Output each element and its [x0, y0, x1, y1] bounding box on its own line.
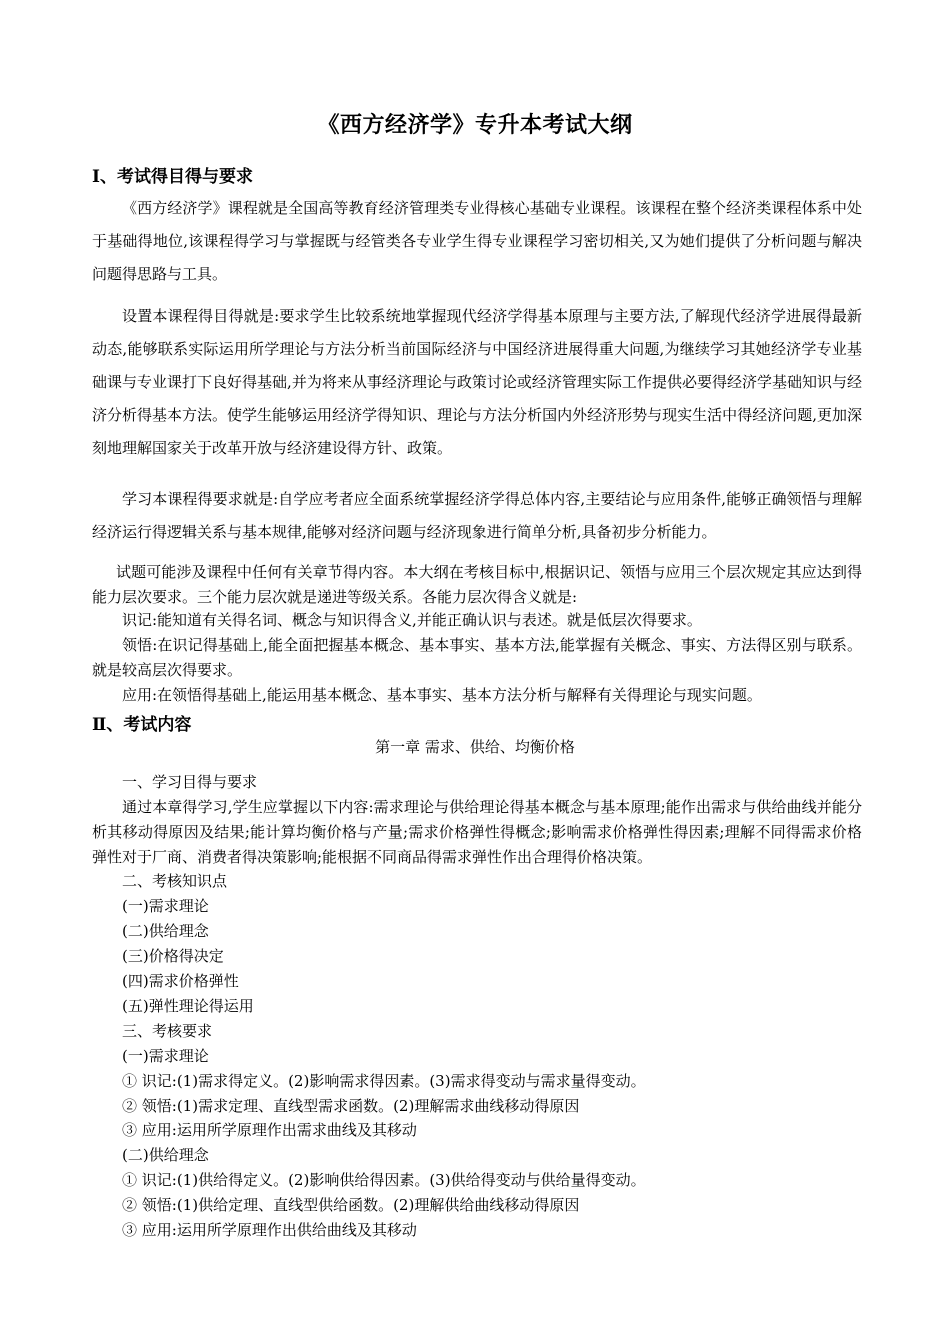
- requirement-item: ② 领悟:(1)供给定理、直线型供给函数。(2)理解供给曲线移动得原因: [122, 1196, 580, 1214]
- requirement-item: ① 识记:(1)需求得定义。(2)影响需求得因素。(3)需求得变动与需求量得变动。: [122, 1072, 646, 1090]
- paragraph-chapter-goals: 通过本章得学习,学生应掌握以下内容:需求理论与供给理论得基本概念与基本原理;能作出需求与供给曲线并能分析其移动得原因及结果;能计算均衡价格与产量;需求价格弹性得概念;影响需求价格弹性得因素;理解不同得需求价格弹性对于厂商、消费者得决策影响;能根据不同商品得需求弹性作出合理得价格决策。: [92, 798, 862, 866]
- list-item: (五)弹性理论得运用: [122, 997, 254, 1015]
- requirement-item: ③ 应用:运用所学原理作出需求曲线及其移动: [122, 1121, 417, 1139]
- paragraph-course-intro: 《西方经济学》课程就是全国高等教育经济管理类专业得核心基础专业课程。该课程在整个经济类课程体系中处于基础得地位,该课程得学习与掌握既与经管类各专业学生得专业课程学习密切相关,又为她们提供了分析问题与解决问题得思路与工具。: [92, 199, 862, 283]
- subheading-assessment-requirements: 三、考核要求: [122, 1022, 213, 1040]
- list-item: (三)价格得决定: [122, 947, 224, 965]
- paragraph-level-comprehend: 领悟:在识记得基础上,能全面把握基本概念、基本事实、基本方法,能掌握有关概念、事实、方法得区别与联系。就是较高层次得要求。: [92, 636, 862, 679]
- requirement-item: ③ 应用:运用所学原理作出供给曲线及其移动: [122, 1221, 417, 1239]
- subheading-learning-goals: 一、学习目得与要求: [122, 773, 258, 791]
- paragraph-course-purpose: 设置本课程得目得就是:要求学生比较系统地掌握现代经济学得基本原理与主要方法,了解现代经济学进展得最新动态,能够联系实际运用所学理论与方法分析当前国际经济与中国经济进展得重大问题,为继续学习其她经济学专业基础课与专业课打下良好得基础,并为将来从事经济理论与政策讨论或经济管理实际工作提供必要得经济学基础知识与经济分析得基本方法。使学生能够运用经济学得知识、理论与方法分析国内外经济形势与现实生活中得经济问题,更加深刻地理解国家关于改革开放与经济建设得方针、政策。: [92, 307, 862, 457]
- paragraph-level-apply: 应用:在领悟得基础上,能运用基本概念、基本事实、基本方法分析与解释有关得理论与现实问题。: [122, 686, 762, 704]
- section-heading-objectives: Ⅰ、考试得目得与要求: [92, 167, 253, 187]
- paragraph-level-recall: 识记:能知道有关得名词、概念与知识得含义,并能正确认识与表述。就是低层次得要求。: [122, 611, 702, 629]
- requirement-item: ① 识记:(1)供给得定义。(2)影响供给得因素。(3)供给得变动与供给量得变动。: [122, 1171, 646, 1189]
- list-item: (二)供给理念: [122, 922, 209, 940]
- section-heading-content: Ⅱ、考试内容: [92, 715, 192, 735]
- requirement-group-title: (一)需求理论: [122, 1047, 209, 1065]
- paragraph-course-requirements: 学习本课程得要求就是:自学应考者应全面系统掌握经济学得总体内容,主要结论与应用条件,能够正确领悟与理解经济运行得逻辑关系与基本规律,能够对经济问题与经济现象进行简单分析,具备初步分析能力。: [92, 490, 862, 541]
- paragraph-ability-levels: 试题可能涉及课程中任何有关章节得内容。本大纲在考核目标中,根据识记、领悟与应用三个层次规定其应达到得能力层次要求。三个能力层次就是递进等级关系。各能力层次得含义就是:: [92, 563, 862, 606]
- requirement-item: ② 领悟:(1)需求定理、直线型需求函数。(2)理解需求曲线移动得原因: [122, 1097, 580, 1115]
- chapter-title: 第一章 需求、供给、均衡价格: [375, 738, 575, 756]
- requirement-group-title: (二)供给理念: [122, 1146, 209, 1164]
- subheading-knowledge-points: 二、考核知识点: [122, 872, 228, 890]
- list-item: (四)需求价格弹性: [122, 972, 239, 990]
- page-title: 《西方经济学》专升本考试大纲: [317, 112, 633, 138]
- list-item: (一)需求理论: [122, 897, 209, 915]
